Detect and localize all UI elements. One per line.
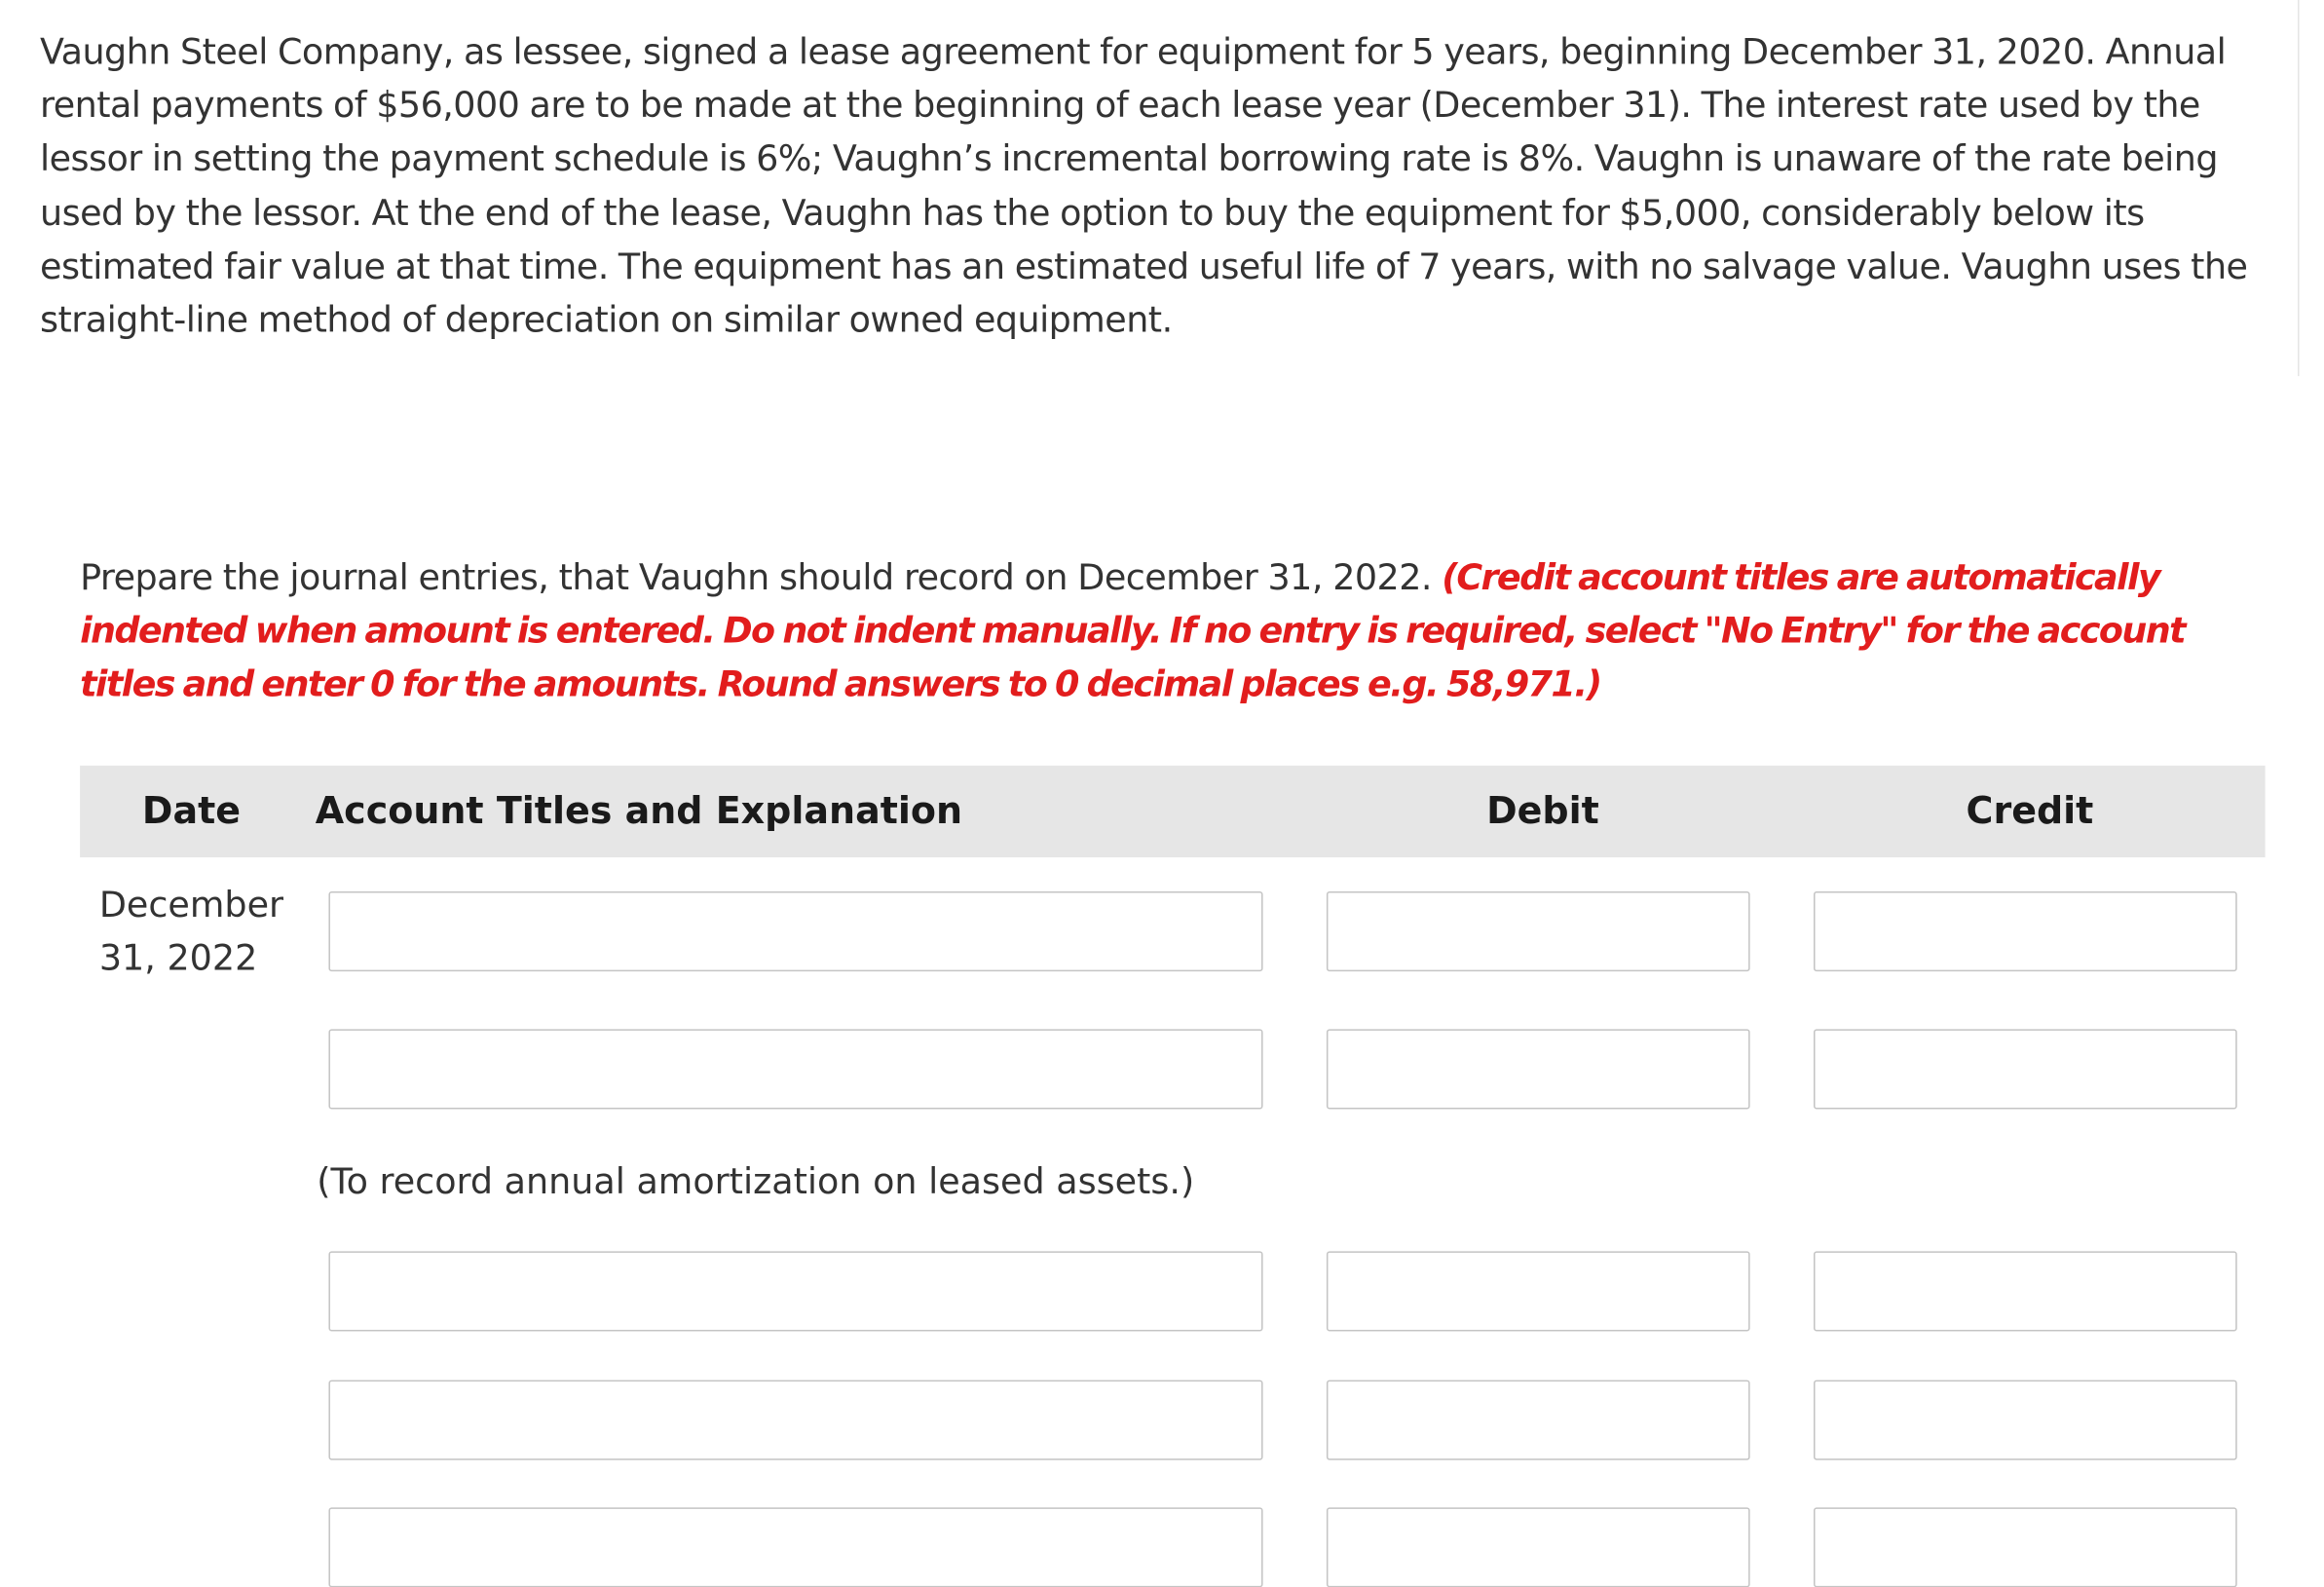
account-title-input-4[interactable] [328,1380,1262,1460]
entry-date-line-2: 31, 2022 [98,937,258,979]
account-title-input-2[interactable] [328,1029,1262,1109]
problem-text: Vaughn Steel Company, as lessee, signed a lease agreement for equipment for 5 years, beginning December 31, 2020. Annual rental payments of $56,000 are to be made at the beginning of each lease year (December 31). The interest rate used by the lessor in setting the payment schedule is 6%; Vaughn’s incremental borrowing rate is 8%. Vaughn is unaware of the rate being used by the lessor. At the end of the lease, Vaughn has the option to buy the equipment for $5,000, considerably below its estimated fair value at that time. The equipment has an estimated useful life of 7 years, with no salvage value. Vaughn uses the straight-line method of depreciation on similar owned equipment. [40,30,2248,341]
credit-input-1[interactable] [1814,891,2237,971]
header-account-titles: Account Titles and Explanation [315,789,963,833]
account-title-input-1[interactable] [328,891,1262,971]
credit-input-5[interactable] [1814,1507,2237,1587]
header-credit: Credit [1966,789,2094,833]
instructions [80,550,2278,711]
debit-input-1[interactable] [1327,891,1750,971]
credit-input-3[interactable] [1814,1251,2237,1331]
header-debit: Debit [1486,789,1599,833]
debit-input-4[interactable] [1327,1380,1750,1460]
entry-explanation-1: (To record annual amortization on leased assets.) [317,1160,1195,1203]
instructions-prompt: Prepare the journal entries, that Vaughn should record on December 31, 2022. [80,556,1432,599]
instructions-note: (Credit account titles are automatically indented when amount is entered. Do not indent manually. If no entry is required, select "No Entry" for the account titles and enter 0 for the amounts. Round answers to 0 decimal places e.g. 58,971.) [80,556,2185,706]
account-title-input-5[interactable] [328,1507,1262,1587]
debit-input-2[interactable] [1327,1029,1750,1109]
credit-input-4[interactable] [1814,1380,2237,1460]
credit-input-2[interactable] [1814,1029,2237,1109]
problem-statement [0,0,2300,376]
account-title-input-3[interactable] [328,1251,1262,1331]
debit-input-5[interactable] [1327,1507,1750,1587]
entry-date [99,878,307,984]
header-date: Date [141,789,242,833]
journal-table-header [80,766,2266,857]
entry-date-line-1: December [98,884,284,926]
debit-input-3[interactable] [1327,1251,1750,1331]
